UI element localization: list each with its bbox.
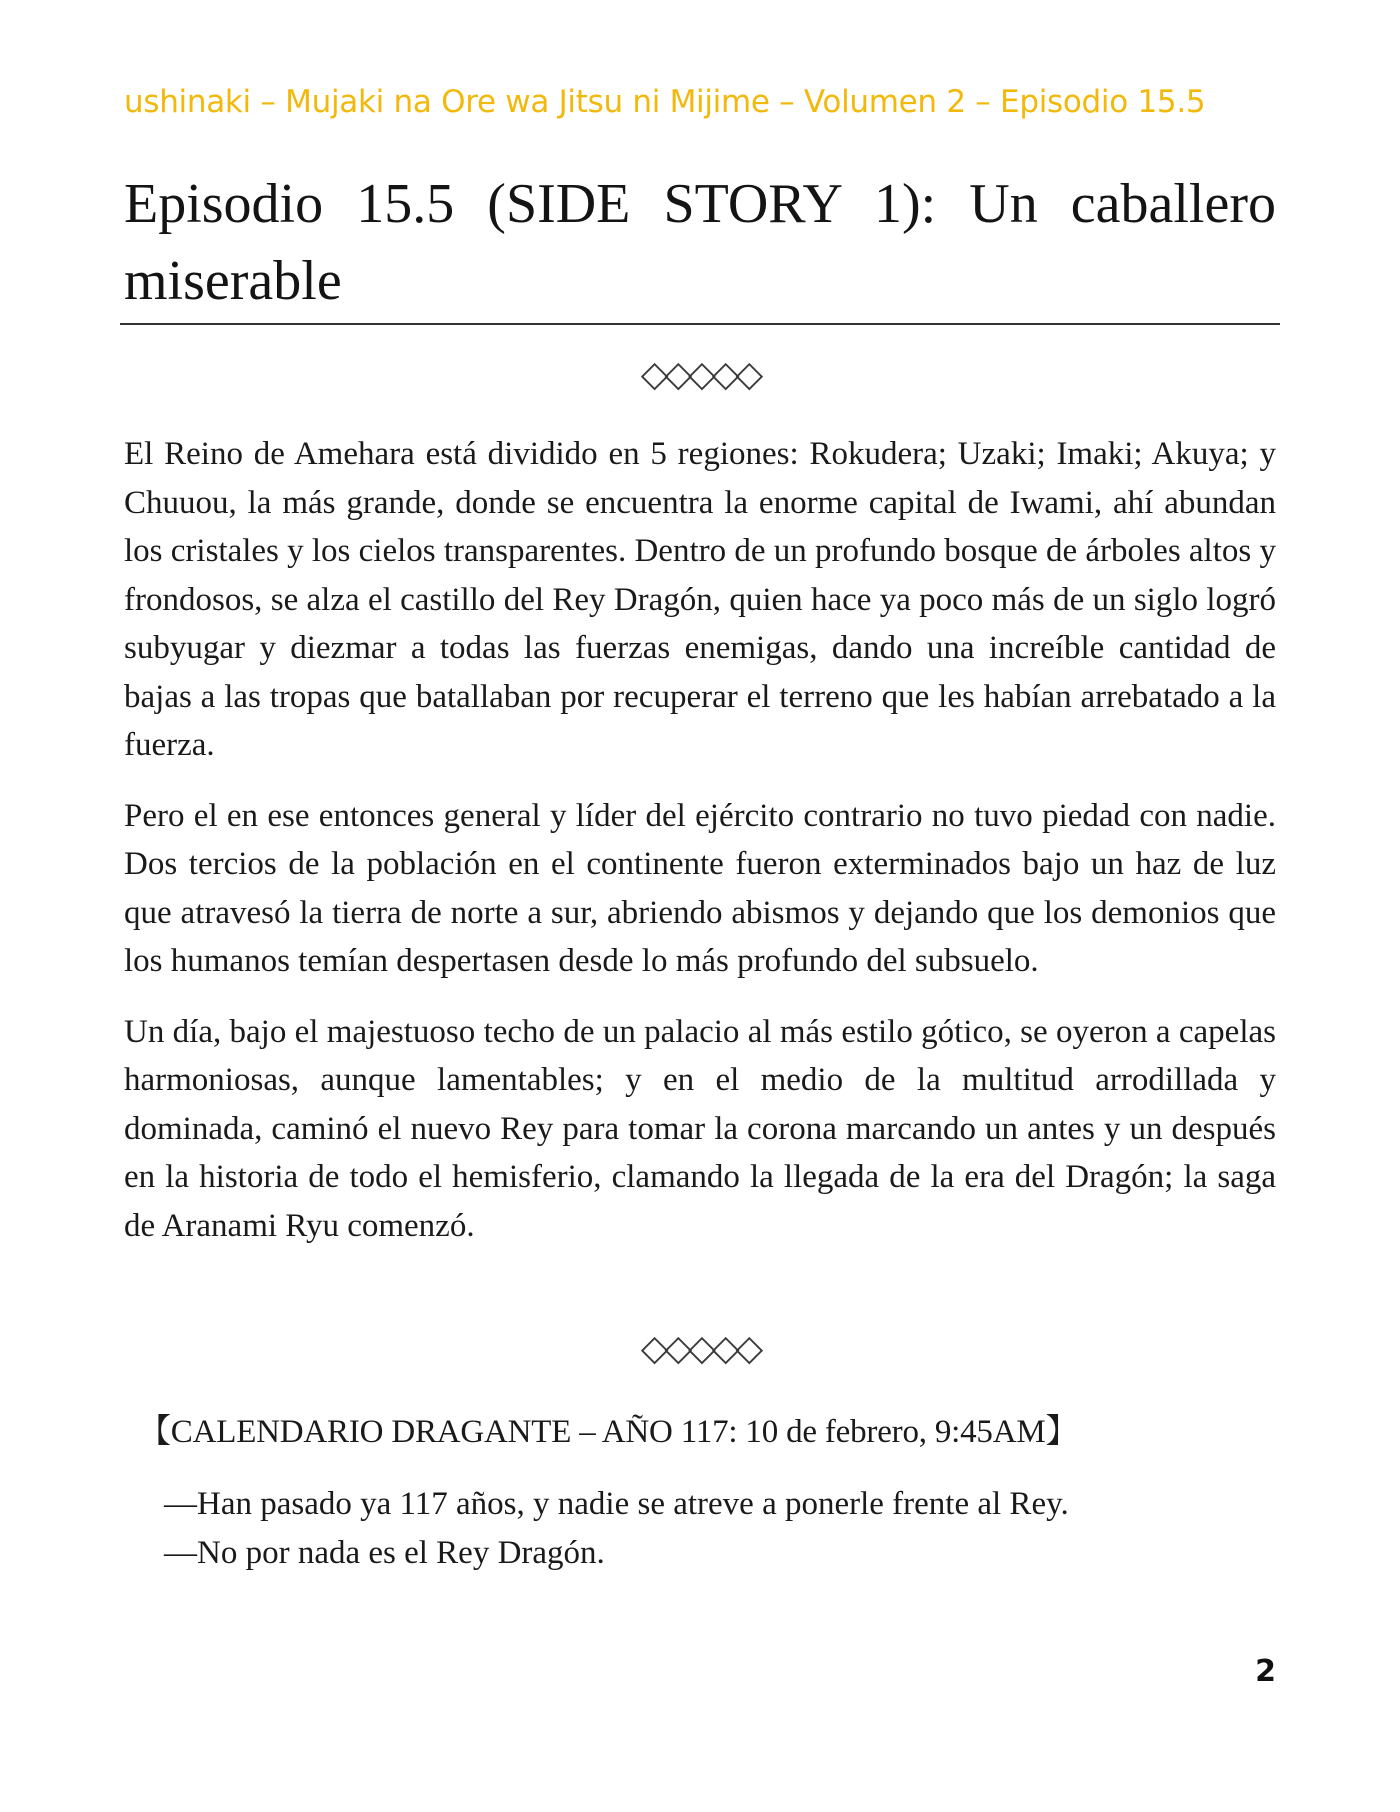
scene-timestamp: 【CALENDARIO DRAGANTE – AÑO 117: 10 de febrero, 9:45AM】	[138, 1414, 1079, 1450]
document-page	[124, 0, 1276, 1812]
section-ornament-bottom: ◇◇◇◇◇	[640, 1328, 760, 1369]
dialogue-line: —No por nada es el Rey Dragón.	[164, 1534, 605, 1571]
running-header: ushinaki – Mujaki na Ore wa Jitsu ni Mijime – Volumen 2 – Episodio 15.5	[124, 84, 1206, 120]
dialogue-block	[164, 1480, 1069, 1577]
paragraph: Pero el en ese entonces general y líder del ejército contrario no tuvo piedad con nadie. Dos tercios de la población en el continente fueron exterminados bajo un haz de luz que atravesó la tierra de norte a sur, abriendo abismos y dejando que los demonios que los humanos temían despertasen desde lo más profundo del subsuelo.	[124, 797, 1276, 979]
dialogue-line: —Han pasado ya 117 años, y nadie se atreve a ponerle frente al Rey.	[164, 1486, 1069, 1522]
body-text	[124, 430, 1276, 1272]
paragraph: Un día, bajo el majestuoso techo de un palacio al más estilo gótico, se oyeron a capelas harmoniosas, aunque lamentables; y en el medio de la multitud arrodillada y dominada, caminó el nuevo Rey para tomar la corona marcando un antes y un después en la historia de todo el hemisferio, clamando la llegada de la era del Dragón; la saga de Aranami Ryu comenzó.	[124, 1013, 1276, 1244]
chapter-title: Episodio 15.5 (SIDE STORY 1): Un caballero miserable	[124, 173, 1276, 312]
section-ornament-top: ◇◇◇◇◇	[640, 354, 760, 395]
paragraph: El Reino de Amehara está dividido en 5 regiones: Rokudera; Uzaki; Imaki; Akuya; y Chuuou, la más grande, donde se encuentra la enorme capital de Iwami, ahí abundan los cristales y los cielos transparentes. Dentro de un profundo bosque de árboles altos y frondosos, se alza el castillo del Rey Dragón, quien hace ya poco más de un siglo logró subyugar y diezmar a todas las fuerzas enemigas, dando una increíble cantidad de bajas a las tropas que batallaban por recuperar el terreno que les habían arrebatado a la fuerza.	[124, 436, 1276, 763]
page-number: 2	[1255, 1654, 1276, 1689]
title-divider	[120, 323, 1280, 325]
